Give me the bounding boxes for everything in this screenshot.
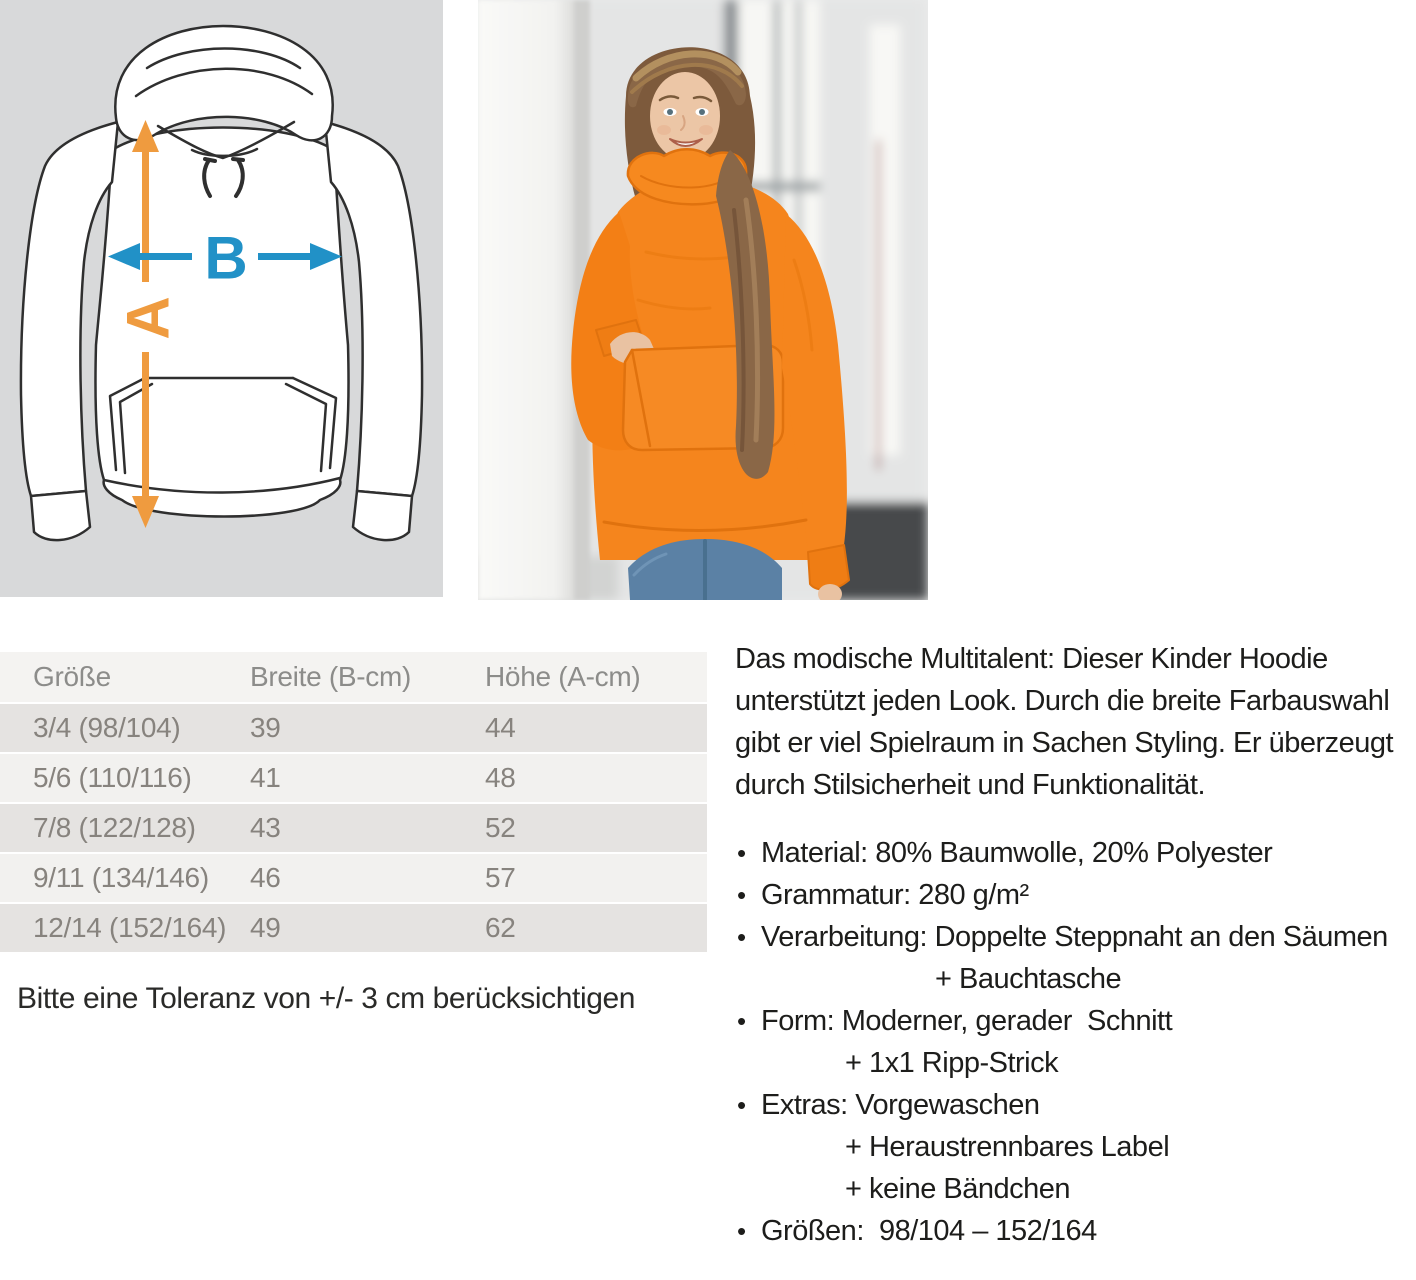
table-cell: 52 bbox=[485, 812, 516, 843]
intro-line: unterstützt jeden Look. Durch die breite Farbauswahl bbox=[735, 685, 1390, 717]
column-header-breite: Breite (B-cm) bbox=[250, 661, 411, 692]
table-cell: 41 bbox=[250, 762, 281, 793]
table-cell: 62 bbox=[485, 912, 516, 943]
table-cell: 49 bbox=[250, 912, 281, 943]
table-row bbox=[0, 704, 707, 752]
feature-continuation: + keine Bändchen bbox=[845, 1173, 1070, 1205]
feature-continuation: + Bauchtasche bbox=[935, 963, 1122, 995]
label-a: A bbox=[114, 296, 182, 340]
size-table bbox=[0, 652, 707, 954]
table-cell: 7/8 (122/128) bbox=[33, 812, 196, 843]
intro-line: durch Stilsicherheit und Funktionalität. bbox=[735, 769, 1206, 801]
table-cell: 9/11 (134/146) bbox=[33, 862, 209, 893]
size-table-header bbox=[0, 652, 707, 702]
table-cell: 12/14 (152/164) bbox=[33, 912, 227, 943]
pillar bbox=[478, 0, 590, 600]
table-row bbox=[0, 804, 707, 852]
column-header-groesse: Größe bbox=[33, 661, 111, 692]
size-diagram-panel bbox=[0, 0, 443, 597]
label-b: B bbox=[204, 224, 248, 292]
table-row bbox=[0, 854, 707, 902]
table-cell: 3/4 (98/104) bbox=[33, 712, 181, 743]
feature-bullet: • Extras: Vorgewaschen bbox=[735, 1084, 1416, 1126]
table-cell: 39 bbox=[250, 712, 281, 743]
table-cell: 46 bbox=[250, 862, 281, 893]
intro-line: gibt er viel Spielraum in Sachen Styling. Er überzeugt bbox=[735, 727, 1394, 759]
hoodie-measurement-diagram bbox=[0, 0, 443, 597]
right-cuff bbox=[353, 491, 412, 540]
hood bbox=[115, 26, 332, 140]
feature-bullet: • Größen: 98/104 – 152/164 bbox=[735, 1210, 1416, 1252]
feature-bullet: • Material: 80% Baumwolle, 20% Polyester bbox=[735, 832, 1416, 874]
tolerance-note: Bitte eine Toleranz von +/- 3 cm berücksichtigen bbox=[17, 982, 636, 1015]
table-cell: 57 bbox=[485, 862, 516, 893]
table-cell: 43 bbox=[250, 812, 281, 843]
photo-illustration bbox=[478, 0, 928, 600]
table-cell: 48 bbox=[485, 762, 516, 793]
left-cuff bbox=[31, 491, 90, 540]
table-row bbox=[0, 904, 707, 952]
feature-continuation: + Heraustrennbares Label bbox=[845, 1131, 1170, 1163]
feature-continuation: + 1x1 Ripp-Strick bbox=[845, 1047, 1059, 1079]
table-row bbox=[0, 754, 707, 802]
feature-bullet: • Verarbeitung: Doppelte Steppnaht an den Säumen bbox=[735, 916, 1416, 958]
table-cell: 44 bbox=[485, 712, 516, 743]
product-photo bbox=[478, 0, 928, 600]
feature-bullet: • Grammatur: 280 g/m² bbox=[735, 874, 1416, 916]
feature-bullet: • Form: Moderner, gerader Schnitt bbox=[735, 1000, 1416, 1042]
table-cell: 5/6 (110/116) bbox=[33, 762, 192, 793]
product-description bbox=[735, 638, 1416, 1252]
column-header-hoehe: Höhe (A-cm) bbox=[485, 661, 641, 692]
intro-line: Das modische Multitalent: Dieser Kinder Hoodie bbox=[735, 643, 1328, 675]
spacer bbox=[735, 806, 1416, 832]
cuff-left bbox=[808, 545, 849, 590]
